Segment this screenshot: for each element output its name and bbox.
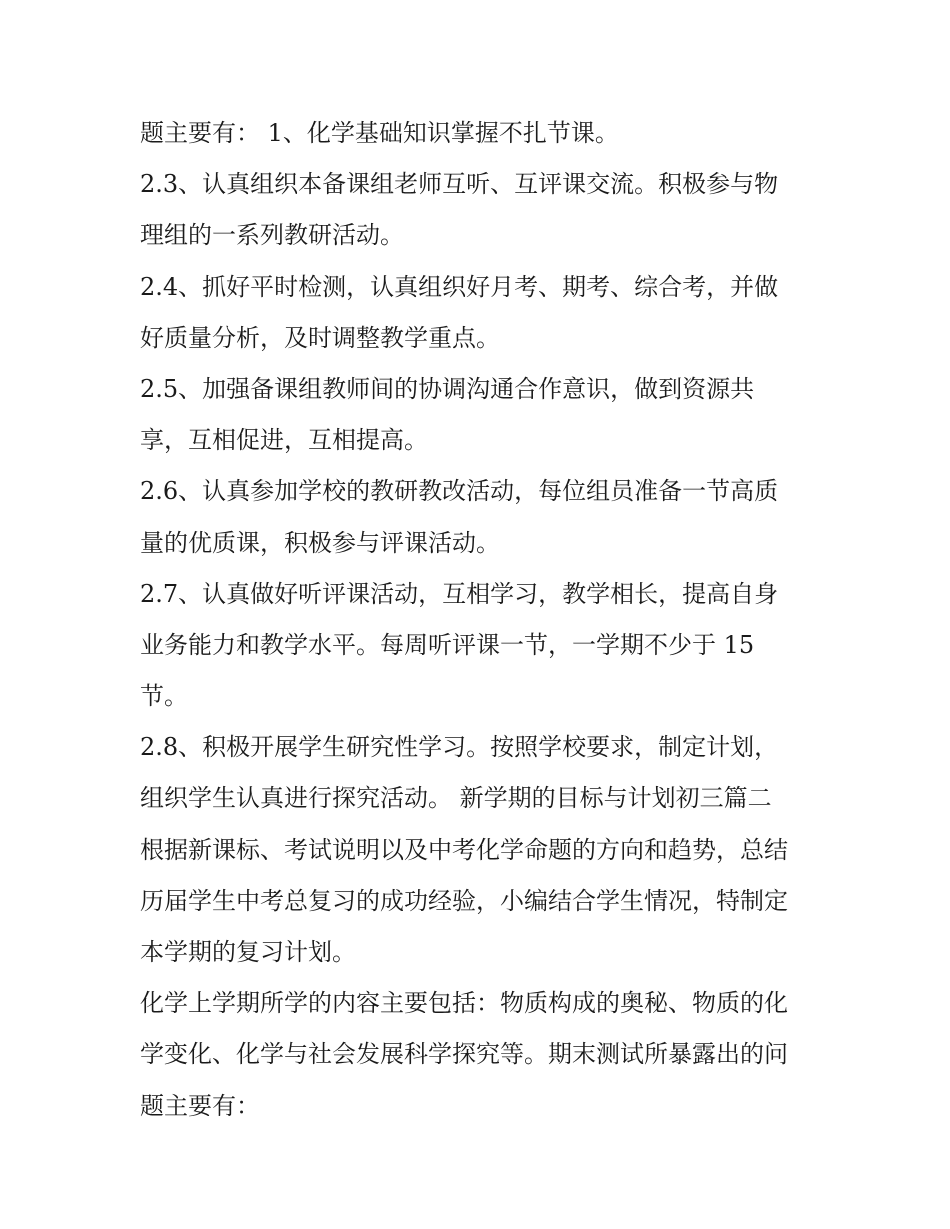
text-line: 学变化、化学与社会发展科学探究等。期末测试所暴露出的问 bbox=[140, 1040, 788, 1069]
text-line: 2.5、加强备课组教师间的协调沟通合作意识，做到资源共 bbox=[140, 374, 755, 403]
text-line: 题主要有： bbox=[140, 1091, 260, 1120]
text-line: 业务能力和教学水平。每周听评课一节，一学期不少于 15 bbox=[140, 630, 755, 659]
text-line: 理组的一系列教研活动。 bbox=[140, 221, 404, 250]
text-line: 2.8、积极开展学生研究性学习。按照学校要求，制定计划， bbox=[140, 733, 779, 762]
text-line: 历届学生中考总复习的成功经验，小编结合学生情况，特制定 bbox=[140, 886, 788, 915]
text-line: 本学期的复习计划。 bbox=[140, 938, 356, 966]
text-line: 组织学生认真进行探究活动。 新学期的目标与计划初三篇二 bbox=[140, 784, 772, 813]
text-line: 化学上学期所学的内容主要包括：物质构成的奥秘、物质的化 bbox=[140, 989, 788, 1018]
text-line: 享，互相促进，互相提高。 bbox=[140, 426, 428, 455]
text-line: 2.7、认真做好听评课活动，互相学习，教学相长，提高自身 bbox=[140, 579, 779, 608]
text-line: 2.6、认真参加学校的教研教改活动，每位组员准备一节高质 bbox=[140, 477, 779, 506]
body-text bbox=[140, 108, 830, 1132]
text-line: 根据新课标、考试说明以及中考化学命题的方向和趋势，总结 bbox=[140, 835, 788, 864]
text-line: 2.4、抓好平时检测，认真组织好月考、期考、综合考，并做 bbox=[140, 272, 779, 301]
text-line: 节。 bbox=[140, 682, 188, 711]
text-line: 量的优质课，积极参与评课活动。 bbox=[140, 528, 500, 557]
text-line: 题主要有： 1、化学基础知识掌握不扎节课。 bbox=[140, 119, 619, 147]
text-line: 2.3、认真组织本备课组老师互听、互评课交流。积极参与物 bbox=[140, 170, 779, 199]
text-line: 好质量分析，及时调整教学重点。 bbox=[140, 323, 500, 352]
